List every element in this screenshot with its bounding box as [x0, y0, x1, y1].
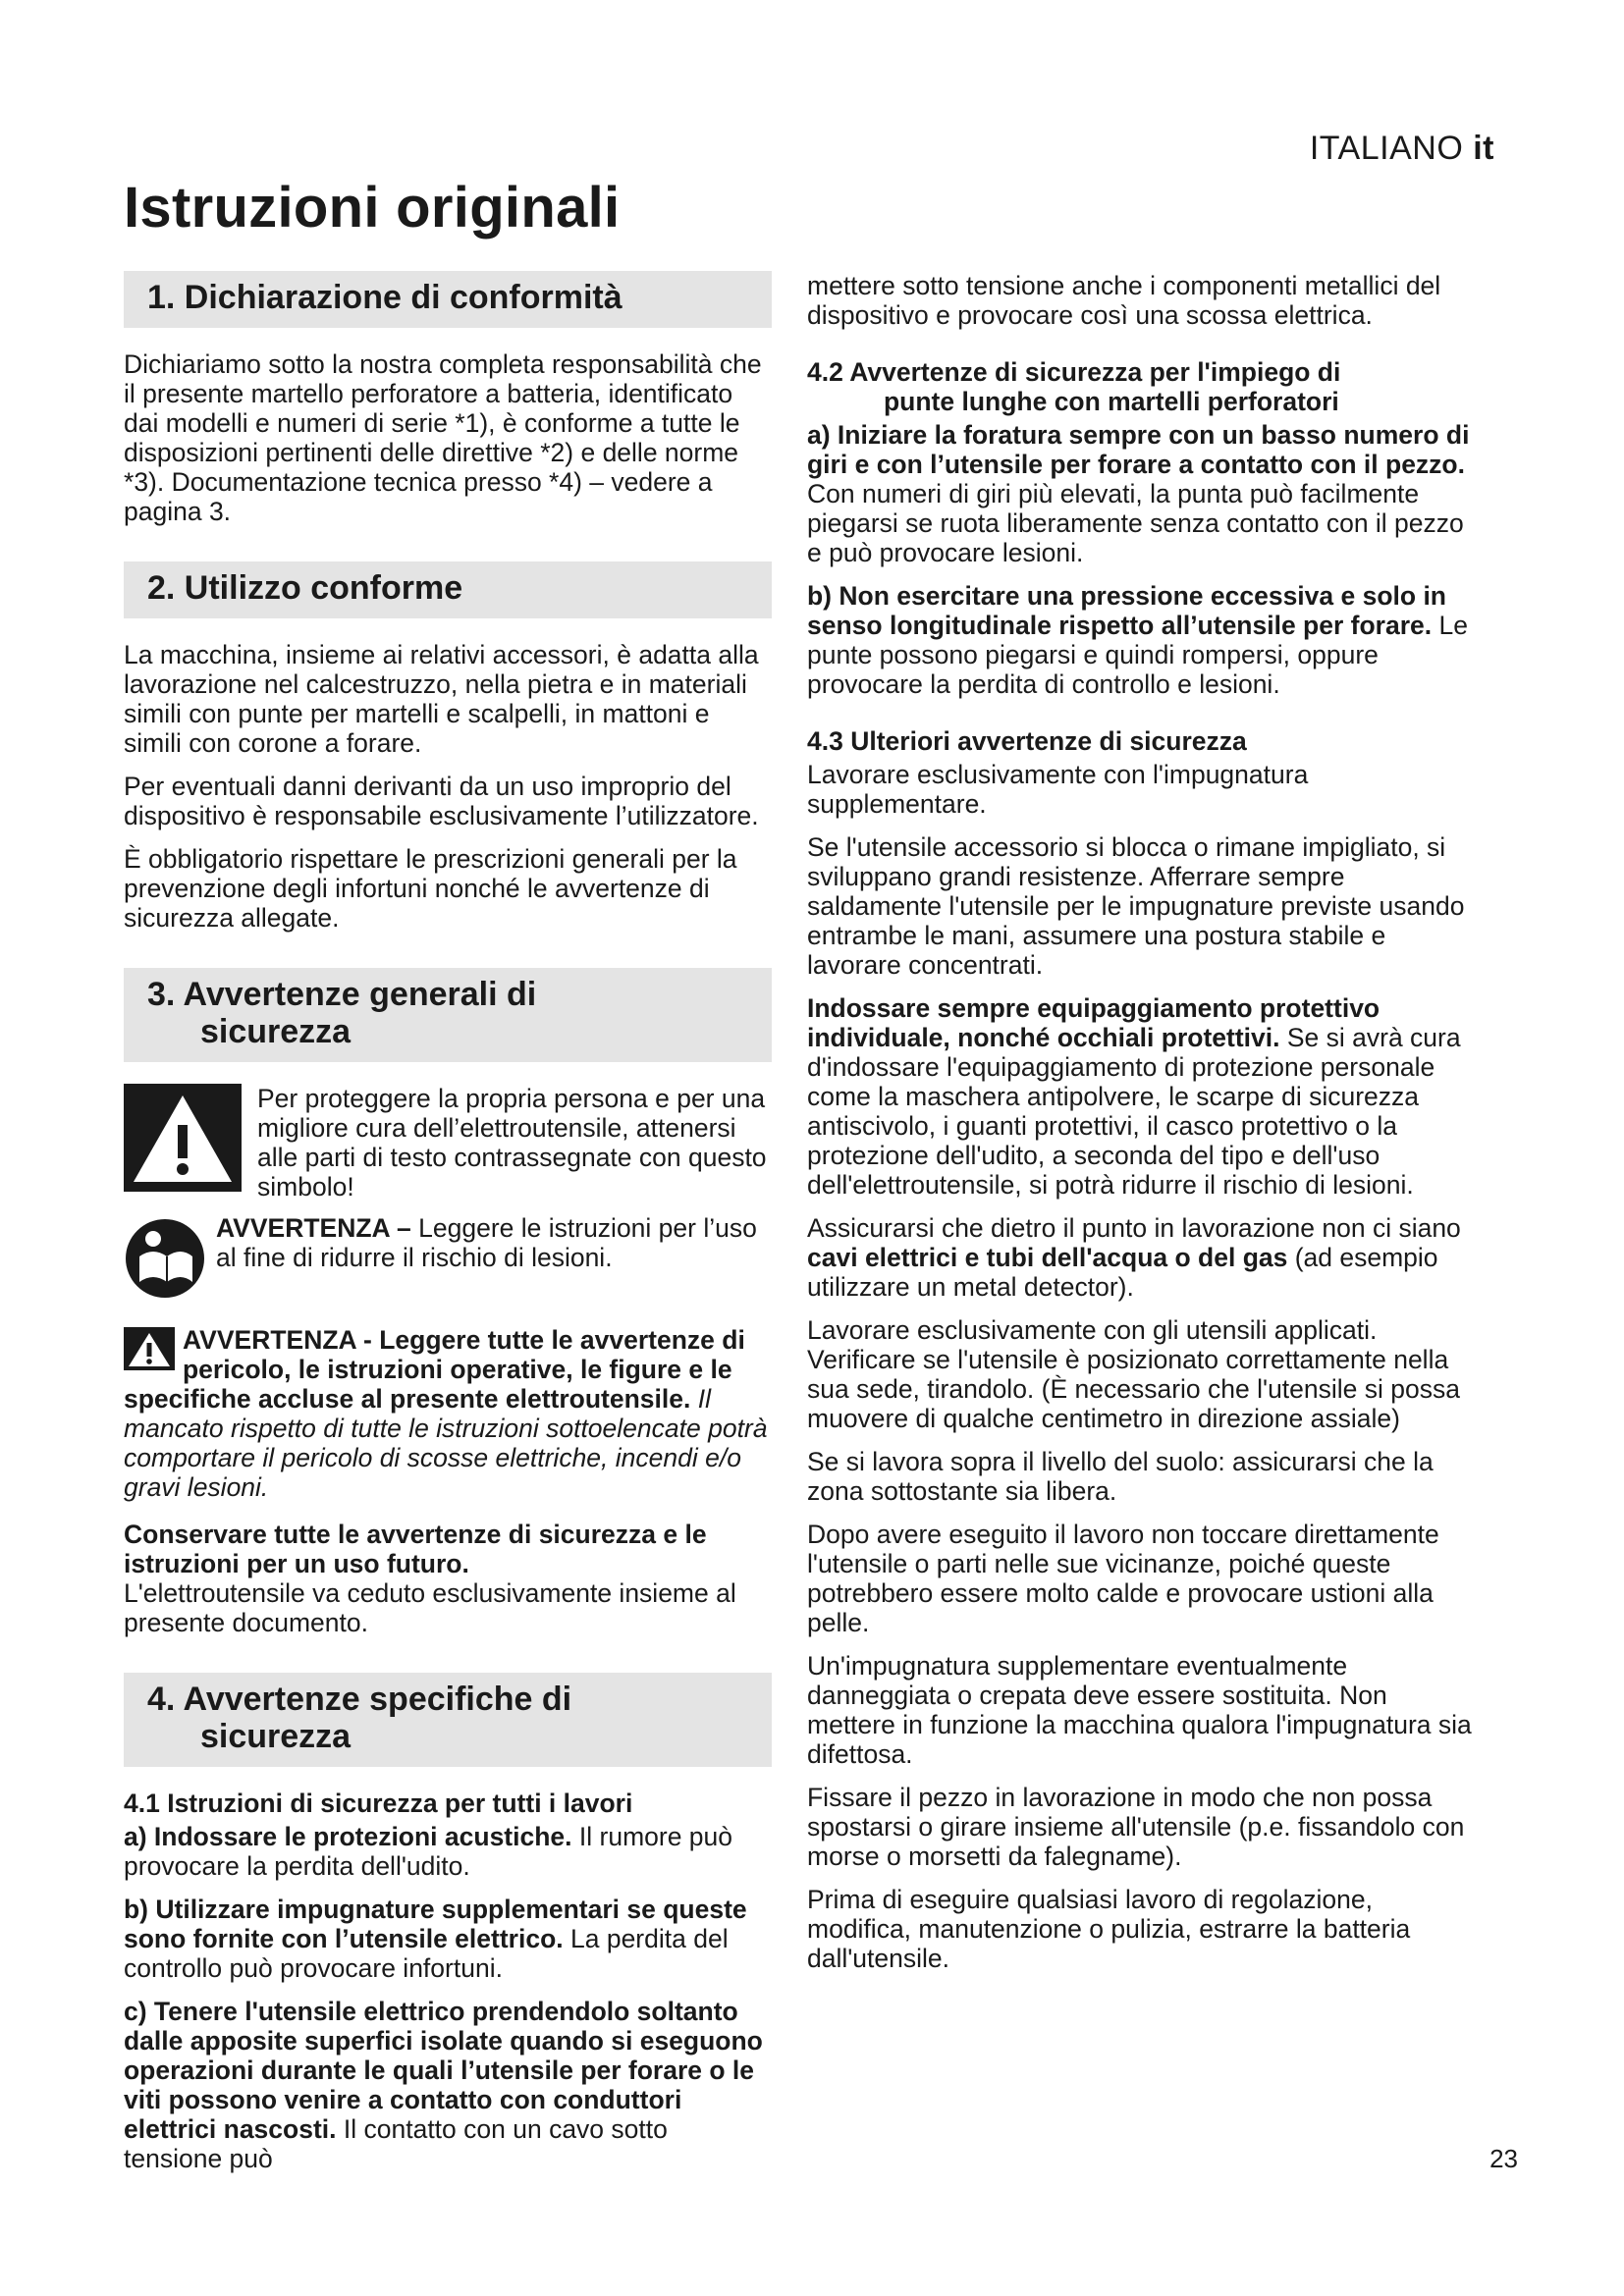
section-1-body: Dichiariamo sotto la nostra completa responsabilità che il presente martello perforatore a batteria, identificato dai modelli e numeri di serie *1), è conforme a tutte le disposizioni pertinenti delle direttive *2) e delle norme *3). Documentazione tecnica presso *4) – vedere a pagina 3. — [124, 349, 762, 526]
item-4-2-b — [807, 581, 1475, 699]
section-4-heading — [124, 1673, 772, 1767]
item-4-2-a-bold: a) Iniziare la foratura sempre con un basso numero di giri e con l’utensile per forare a contatto con il pezzo. — [807, 420, 1470, 479]
section-3-heading-line-2: sicurezza — [200, 1013, 352, 1050]
item-4-1-b-bold: b) Utilizzare impugnature supplementari se queste sono fornite con l’utensile elettrico. — [124, 1895, 747, 1953]
section-4-heading-line-1: 4. Avvertenze specifiche di — [147, 1681, 572, 1718]
para-4-3-10: Prima di eseguire qualsiasi lavoro di regolazione, modifica, manutenzione o pulizia, estrarre la batteria dall'utensile. — [807, 1885, 1411, 1973]
para-4-3-5: Lavorare esclusivamente con gli utensili applicati. Verificare se l'utensile è posizionato correttamente nella sua sede, tirandolo. (È necessario che l'utensile si possa muovere di qualche centimetro in direzione assiale) — [807, 1315, 1460, 1433]
item-4-2-a — [807, 420, 1475, 567]
read-manual-label: AVVERTENZA – — [216, 1213, 411, 1243]
keep-instructions — [124, 1520, 772, 1637]
para-4-3-6: Se si lavora sopra il livello del suolo: assicurarsi che la zona sottostante sia libera. — [807, 1447, 1434, 1506]
section-4-heading-line-2: sicurezza — [200, 1718, 352, 1755]
item-4-1-a — [124, 1822, 772, 1881]
warning-triangle-small-icon — [124, 1327, 175, 1370]
page-number: 23 — [1489, 2144, 1518, 2173]
section-1-heading: 1. Dichiarazione di conformità — [124, 271, 772, 328]
symbol-notice-text: Per proteggere la propria persona e per una migliore cura dell’elettroutensile, attenersi alle parti di testo contrassegnate con questo simbolo! — [257, 1084, 767, 1201]
keep-instructions-bold: Conservare tutte le avvertenze di sicurezza e le istruzioni per un uso futuro. — [124, 1520, 707, 1578]
subsection-4-2-line-1: 4.2 Avvertenze di sicurezza per l'impiego di — [807, 357, 1341, 387]
right-column — [807, 271, 1475, 1987]
para-4-3-4-bold: cavi elettrici e tubi dell'acqua o del gas — [807, 1243, 1288, 1272]
para-4-3-4-b: (ad esempio utilizzare un metal detector). — [807, 1243, 1438, 1302]
section-2-para-1: La macchina, insieme ai relativi accessori, è adatta alla lavorazione nel calcestruzzo, nella pietra e in materiali simili con punte per martelli e scalpelli, in mattoni e simili con corone a forare. — [124, 640, 759, 758]
general-warning-italic: Il mancato rispetto di tutte le istruzioni sottoelencate potrà comportare il pericolo di scosse elettriche, incendi e/o gravi lesioni. — [124, 1384, 768, 1502]
subsection-4-2-line-2: punte lunghe con martelli perforatori — [884, 387, 1339, 416]
section-3-heading — [124, 968, 772, 1062]
read-manual-text: Leggere le istruzioni per l’uso al fine di ridurre il rischio di lesioni. — [216, 1213, 757, 1272]
para-4-3-3-text: Se si avrà cura d'indossare l'equipaggiamento di protezione personale come la maschera antipolvere, le scarpe di sicurezza antiscivolo, i guanti protettivi, il casco protettivo o la protezione dell'udito, a seconda del tipo e dell'uso dell'elettroutensile, si potrà ridurre il rischio di lesioni. — [807, 1023, 1461, 1200]
subsection-4-1-heading: 4.1 Istruzioni di sicurezza per tutti i lavori — [124, 1789, 633, 1818]
continuation-text: mettere sotto tensione anche i componenti metallici del dispositivo e provocare così una scossa elettrica. — [807, 271, 1441, 330]
item-4-2-a-text: Con numeri di giri più elevati, la punta può facilmente piegarsi se ruota liberamente senza contatto con il pezzo e può provocare lesioni. — [807, 479, 1464, 567]
section-2-para-3: È obbligatorio rispettare le prescrizioni generali per la prevenzione degli infortuni nonché le avvertenze di sicurezza allegate. — [124, 844, 737, 933]
para-4-3-9: Fissare il pezzo in lavorazione in modo che non possa spostarsi o girare insieme all'utensile (p.e. fissandolo con morse o morsetti da falegname). — [807, 1783, 1465, 1871]
item-4-1-c — [124, 1997, 772, 2173]
section-3-heading-line-1: 3. Avvertenze generali di — [147, 976, 537, 1013]
language-label — [1310, 130, 1494, 168]
read-manual-notice — [124, 1213, 772, 1300]
item-4-1-b — [124, 1895, 772, 1983]
item-4-1-c-bold: c) Tenere l'utensile elettrico prendendolo soltanto dalle apposite superfici isolate quando si eseguono operazioni durante le quali l’utensile per forare o le viti possono venire a contatto con conduttori elettrici nascosti. — [124, 1997, 763, 2144]
subsection-4-3-heading: 4.3 Ulteriori avvertenze di sicurezza — [807, 726, 1247, 756]
warning-triangle-icon — [124, 1084, 242, 1192]
para-4-3-8: Un'impugnatura supplementare eventualmente danneggiata o crepata deve essere sostituita. Non mettere in funzione la macchina qualora l'impugnatura sia difettosa. — [807, 1651, 1472, 1769]
left-column — [124, 271, 772, 2187]
para-4-3-4-a: Assicurarsi che dietro il punto in lavorazione non ci siano — [807, 1213, 1461, 1243]
keep-instructions-text: L'elettroutensile va ceduto esclusivamente insieme al presente documento. — [124, 1578, 736, 1637]
subsection-4-2-heading — [807, 357, 1475, 416]
item-4-1-a-bold: a) Indossare le protezioni acustiche. — [124, 1822, 572, 1851]
language-code: it — [1473, 130, 1494, 167]
section-2-heading: 2. Utilizzo conforme — [124, 561, 772, 618]
para-4-3-4 — [807, 1213, 1475, 1302]
para-4-3-2: Se l'utensile accessorio si blocca o rimane impigliato, si sviluppano grandi resistenze. Afferrare sempre saldamente l'utensile per le impugnature previste usando entrambe le mani, assumere una postura stabile e lavorare concentrati. — [807, 832, 1465, 980]
language-name: ITALIANO — [1309, 130, 1464, 167]
para-4-3-7: Dopo avere eseguito il lavoro non toccare direttamente l'utensile o parti nelle sue vicinanze, poiché queste potrebbero essere molto calde e provocare ustioni alla pelle. — [807, 1520, 1439, 1637]
item-4-1-a-text: Il rumore può provocare la perdita dell'udito. — [124, 1822, 733, 1881]
item-4-2-b-bold: b) Non esercitare una pressione eccessiva e solo in senso longitudinale rispetto all’utensile per forare. — [807, 581, 1446, 640]
item-4-1-b-text: La perdita del controllo può provocare infortuni. — [124, 1924, 729, 1983]
section-2-para-2: Per eventuali danni derivanti da un uso improprio del dispositivo è responsabile esclusivamente l’utilizzatore. — [124, 772, 759, 830]
item-4-2-b-text: Le punte possono piegarsi e quindi rompersi, oppure provocare la perdita di controllo e lesioni. — [807, 611, 1468, 699]
para-4-3-1: Lavorare esclusivamente con l'impugnatura supplementare. — [807, 760, 1309, 819]
general-warning-bold: AVVERTENZA - Leggere tutte le avvertenze di pericolo, le istruzioni operative, le figure e le specifiche accluse al presente elettroutensile. — [124, 1325, 745, 1414]
item-4-1-c-text: Il contatto con un cavo sotto tensione può — [124, 2114, 668, 2173]
document-title: Istruzioni originali — [124, 176, 621, 240]
para-4-3-3-bold: Indossare sempre equipaggiamento protettivo individuale, nonché occhiali protettivi. — [807, 993, 1380, 1052]
symbol-notice — [124, 1084, 772, 1201]
general-warning — [124, 1325, 772, 1502]
read-manual-icon — [124, 1217, 206, 1300]
para-4-3-3 — [807, 993, 1475, 1200]
